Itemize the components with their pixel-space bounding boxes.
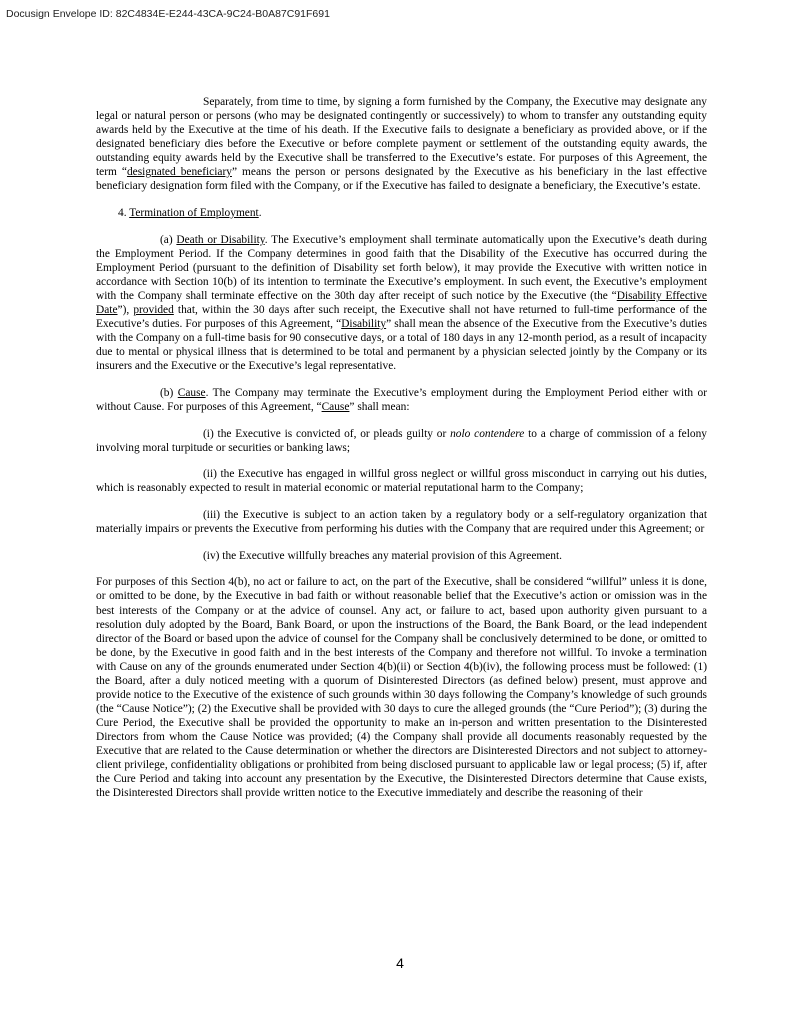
- defined-term-disability-effective-date: Disability Effective Date: [96, 290, 707, 317]
- cause-item-iv: (iv) the Executive willfully breaches any material provision of this Agreement.: [203, 549, 563, 562]
- paragraph-beneficiary: Separately, from time to time, by signing a form furnished by the Company, the Executive may designate any legal or natural person or persons (who may be designated contingently or successively) to whom to transfer any outstanding equity awards held by the Executive at the time of his death. If the Executive fails to designate a beneficiary as provided above, or if the designated beneficiary dies before the Executive or before complete payment or settlement of the outstanding equity awards, the outstanding equity awards held by the Executive shall be transferred to the Executive’s estate. For purposes of this Agreement, the term “designated beneficiary” means the person or persons designated by the Executive as his beneficiary in the last effective beneficiary designation form filed with the Company, or if the Executive has failed to designate a beneficiary, the Executive’s estate.: [96, 96, 707, 193]
- paragraph-4a-death-disability: (a) Death or Disability. The Executive’s employment shall terminate automatically upon the Executive’s death during the Employment Period. If the Company determines in good faith that the Disability of the Executive has occurred during the Employment Period (pursuant to the definition of Disability set forth below), it may provide the Executive with written notice in accordance with Section 10(b) of its intention to terminate the Executive’s employment. In such event, the Executive’s employment with the Company shall terminate effective on the 30th day after receipt of such notice by the Executive (the “Disability Effective Date”), provided that, within the 30 days after such receipt, the Executive shall not have returned to full-time performance of the Executive’s duties. For purposes of this Agreement, “Disability” shall mean the absence of the Executive from the Executive’s duties with the Company on a full-time basis for 90 consecutive days, or a total of 180 days in any 12-month period, as a result of incapacity due to mental or physical illness that is determined to be total and permanent by a physician selected jointly by the Company or its insurers and the Executive or the Executive’s legal representative.: [96, 233, 707, 373]
- defined-term-cause: Cause: [321, 401, 350, 414]
- document-body: [96, 95, 707, 813]
- cause-item-iii: (iii) the Executive is subject to an action taken by a regulatory body or a self-regulatory organization that materially impairs or prevents the Executive from performing his duties with the Company that are required under this Agreement; or: [96, 509, 707, 536]
- cause-item-i: (i) the Executive is convicted of, or pleads guilty or nolo contendere to a charge of commission of a felony involving moral turpitude or securities or banking laws;: [96, 427, 707, 454]
- paragraph-willful-definition: For purposes of this Section 4(b), no act or failure to act, on the part of the Executive, shall be considered “willful” unless it is done, or omitted to be done, by the Executive in bad faith or without reasonable belief that the Executive’s action or omission was in the best interests of the Company or at the advice of counsel. Any act, or failure to act, based upon authority given pursuant to a resolution duly adopted by the Board, Bank Board, or upon the instructions of the Board, the Bank Board, or the lead independent director of the Board or based upon the advice of counsel for the Company shall be conclusively determined to be done, or omitted to be done, by the Executive in good faith and in the best interests of the Company and therefore not willful. To invoke a termination with Cause on any of the grounds enumerated under Section 4(b)(ii) or Section 4(b)(iv), the following process must be followed: (1) the Board, after a duly noticed meeting with a quorum of Disinterested Directors (as defined below) present, must approve and provide notice to the Executive of the existence of such grounds within 30 days following the Company’s knowledge of such grounds (the “Cause Notice”); (2) the Executive shall be provided with 30 days to cure the alleged grounds (the “Cure Period”); (3) during the Cure Period, the Executive shall be provided the opportunity to make an in-person and written presentation to the Disinterested Directors from whom the Cause Notice was provided; (4) the Company shall provide all documents reasonably requested by the Executive that are related to the Cause determination or whether the directors are Disinterested Directors and not subject to attorney-client privilege, confidentiality obligations or prohibited from being disclosed pursuant to applicable law or legal process; (5) if, after the Cure Period and taking into account any presentation by the Executive, the Disinterested Directors determine that Cause exists, the Disinterested Directors shall provide written notice to the Executive immediately and describe the reasoning of their: [96, 576, 707, 800]
- envelope-id-header: Docusign Envelope ID: 82C4834E-E244-43CA-9C24-B0A87C91F691: [6, 8, 330, 20]
- defined-term-provided: provided: [133, 304, 174, 317]
- subsection-heading: Cause: [177, 387, 206, 400]
- page-number: 4: [396, 955, 404, 971]
- section-heading-4: 4. Termination of Employment.: [118, 206, 262, 219]
- section-title: Termination of Employment: [129, 206, 259, 219]
- subsection-heading: Death or Disability: [176, 233, 265, 246]
- cause-item-ii: (ii) the Executive has engaged in willful gross neglect or willful gross misconduct in carrying out his duties, which is reasonably expected to result in material economic or material reputational harm to the Company;: [96, 468, 707, 495]
- defined-term-designated-beneficiary: designated beneficiary: [126, 166, 232, 179]
- defined-term-disability: Disability: [341, 318, 387, 331]
- paragraph-4b-cause: (b) Cause. The Company may terminate the Executive’s employment during the Employment Period either with or without Cause. For purposes of this Agreement, “Cause” shall mean:: [96, 387, 707, 414]
